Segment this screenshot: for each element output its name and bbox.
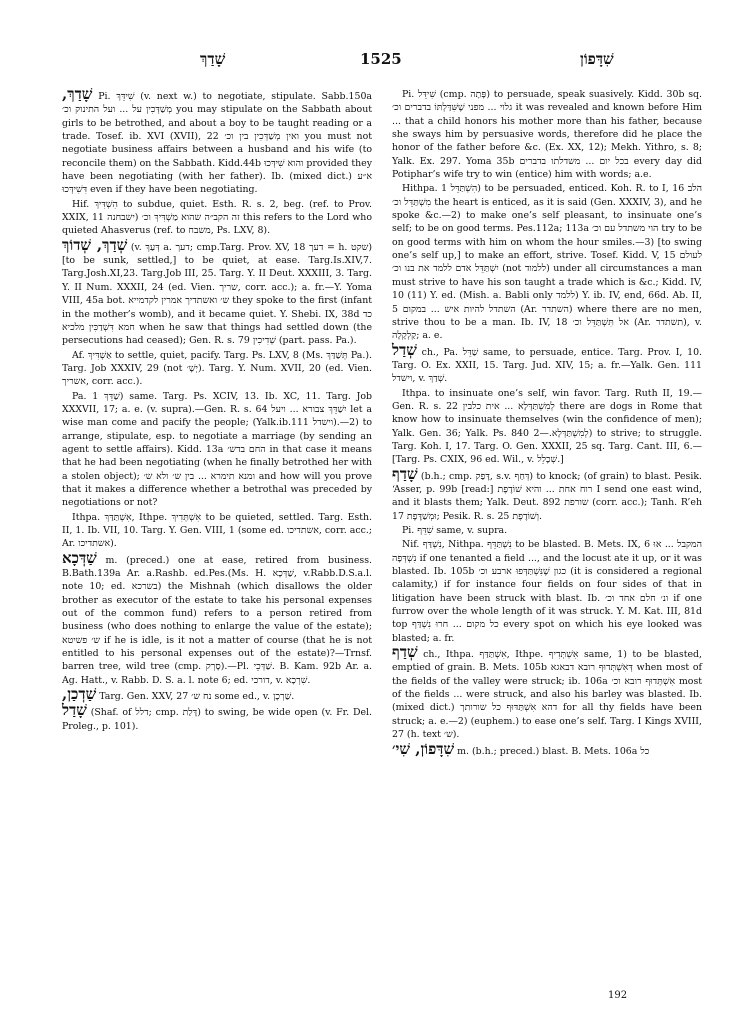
left-guide-word: שָׁדַךְ: [200, 50, 226, 68]
entry-headword: שָׁדַל: [62, 701, 87, 720]
entry-headword: שַׁדְּכָא: [62, 548, 97, 567]
entry: [62, 511, 372, 551]
entry-text: ch., Pa. שַׁדֵּל same, to persuade, entice. Targ. Prov. I, 10. Targ. O. Ex. XXII, 15. Targ. Jud. XIV, 15; a. fr.—Yalk. Gen. 111 וישדל, v. שְׁדַךְ.: [392, 346, 703, 385]
entry-text: Af. אַשְׁדִּיךְ to settle, quiet, pacify. Targ. Ps. LXV, 8 (Ms. תְּשַׁדַּךְ Pa.). Targ. Job XXXIV, 29 (not יְשָׁ׳). Targ. Y. Num. XVII, 20 (ed. Vien. אשריך, corr. acc.).: [62, 349, 373, 388]
entry-text: Nif. נִשְׁדַּף, Nithpa. נִשְׁתַּדֵּף to be blasted. B. Mets. IX, 6 המקבל ... אוּ נִשְׁדְּפָה if one tenanted a field ..., and the locust ate it up, or it was blasted. Ib. 105b כגון שֶׁנִּשְׁתַּדְּפוּ ארבע וכ׳ (it is considered a regional calamity,) if for instance four fields on four sides of that in litigation have been struck with blast. Ib. ונ׳ חלם אחד וכ׳ if one furrow over the whole length of it was struck. Y. M. Kat. III, 81d top כל מקום ... חרוּ נִשְׁדַּף every spot on which his eye looked was blasted; a. fr.: [392, 539, 703, 644]
entry: [392, 524, 702, 537]
entry: [62, 390, 372, 510]
entry-text: Pa. שַׁדֵּךְ 1) same. Targ. Ps. XCIV, 13. Ib. XC, 11. Targ. Job XXXVII, 17; a. e. (v. supra).—Gen. R. s. 64 יִשַׁדֵּךְ צבורא ... ויעל let a wise man come and pacify the people; (Yalk.ib.111 וישדל).—2) to arrange, stipulate, esp. to negotiate a marriage (by sending an agent to settle affairs). Kidd. 13a החם בדש׳ in that case it means that he had been negotiating (when he finally betrothed her with a stolen object); ומנא תימרא ... בין ש׳ ולא ש׳ and how will you prove that it makes a difference whether a betrothal was preceded by negotiations or not?: [62, 390, 373, 509]
entry: [392, 643, 703, 741]
entry: [62, 198, 372, 238]
entry: [62, 548, 373, 687]
page-header: [60, 50, 700, 76]
entry: [392, 88, 702, 181]
left-column: [62, 85, 373, 734]
entry-text: Hif. הִשְׁדִּיךְ to subdue, quiet. Esth. R. s. 2, beg. (ref. to Prov. XXIX, 11 ישבחנה) זה הקב״ה שהוא מַשְׁדִּיךְ וכ׳ this refers to the Lord who quieted Ahasverus (ref. to משבח, Ps. LXV, 8).: [62, 198, 372, 237]
right-guide-word: שִׁדָּפוֹן: [580, 50, 614, 68]
entry: [62, 85, 373, 197]
entry-headword: שְׁדַל: [392, 340, 417, 359]
entry-text: Pi. שִׁדֵּף same, v. supra.: [402, 525, 508, 536]
entry-text: Ithpa. to insinuate one’s self, win favor. Targ. Ruth II, 19.—Gen. R. s. 22 לְמִשְׁתַּדְּלָא ... אית כלבין there are dogs in Rome that know how to insinuate themselves (win the confidence of men); Yalk. Gen. 36; Yalk. Ps. 840 לְמִשְׁתַּדְּלָא.—2) to strive; to struggle. Targ. Koh. I, 17. Targ. O. Gen. XXXII, 25 sq. Targ. Cant. III, 6.—[Targ. Ps. CXIX, 96 ed. Wil., v. שְׁכָלֵל.]: [392, 387, 703, 466]
entry: [62, 685, 372, 704]
entry: [392, 538, 702, 645]
entry-headword: שִׁדָּפוֹן, שִׁי׳: [392, 739, 455, 758]
entry: [392, 739, 702, 758]
entry-text: (v. דְּעַךְ a. דעך; cmp.Targ. Prov. XV, 18 דעך = h. שקט) [to be sunk, settled,] to be quiet, at ease. Targ.Is.XIV,7. Targ.Josh.XI,23. Targ.Job III, 25. Targ. Y. II Deut. XXXIII, 3. Targ. Y. II Num. XXXII, 24 (ed. Vien. שריך, corr. acc.); a. fr.—Y. Yoma VIII, 45a bot. ש׳ ואשתדיך אמרין לקדמייא they spoke to the first (infant in the mother’s womb), and it became quiet. Y. Shebi. IX, 38d כד חמא דִּשְׁדַכִּין מלכיא when he saw that things had settled down (the persecutions had ceased); Gen. R. s. 79 שְׁדִיכִין (part. pass. Pa.).: [62, 241, 373, 347]
entry-text: Targ. Gen. XXV, 27 נח ש׳ some ed., v. שַׁרְכָן.: [99, 691, 295, 703]
right-column: [392, 88, 702, 759]
page-number: 1525: [360, 50, 402, 68]
entry-text: m. (b.h.; preced.) blast. B. Mets. 106a כל: [457, 745, 650, 757]
entry-text: Pi. שִׁידֵּל (cmp. פָּתָה) to persuade, speak suasively. Kidd. 30b sq. גלוי ... מפני שֶׁשִּׁדַּלְתּוֹ בדברים וכ׳ it was revealed and known before Him ... that a child honors his mother more than his father, because she sways him by persuasive words, therefore did he place the honor of the father before &c. (Ex. XX, 12); Mekh. Yithro, s. 8; Yalk. Ex. 297. Yoma 35b בכל יום ... משדלתו בדברים every day did Potiphar’s wife try to win (entice) him with words; a.e.: [392, 89, 703, 181]
entry-text: ch., Ithpa. אִשְׁתַּדַּף, Ithpe. אִשְׁתְּדִיף same, 1) to be blasted, emptied of grain. B. Mets. 105b דְּאִשְׁתְּדוּף רובא דבאגא when most of the fields of the valley were struck; ib. 106a אִשְׁתְּדוּף רובא וכ׳ most of the fields ... were struck, and also his barley was blasted. Ib. (mixed dict.) דהא אִשְׁתַּדּוּף כל שורותך for all thy fields have been struck; a. e.—2) (euphem.) to ease one’s self. Targ. I Kings XVIII, 27 (h. text ש׳).: [392, 649, 703, 741]
entry-text: m. (preced.) one at ease, retired from business. B.Bath.139a Ar. a.Rashb. ed.Pes.(Ms. H. שַׁדְּכָא, v.Rabb.D.S.a.l. note 10; ed. בשרכא) the Mishnah (which disallows the older brother as executor of the estate to take his personal expenses out of the common fund) refers to a person retired from business (who does nothing to enlarge the value of the estate); ש׳ פשיטא if he is idle, is it not a matter of course (that he is not entitled to his personal expenses out of the estate)?—Trnsf. barren tree, wild tree (cmp. סָרְק).—Pl. שַׁדְּכֵי. B. Kam. 92b Ar. a. Ag. Hatt., v. Rabb. D. S. a. l. note 6; ed. דורכי, v. שִׁרְכָא.: [62, 554, 373, 686]
entry: [62, 349, 372, 389]
entry: [62, 701, 372, 733]
signature-number: 192: [608, 990, 628, 1001]
entry: [392, 464, 703, 523]
entry-text: (Shaf. of דלל; cmp. דָּלַת) to swing, be wide open (v. Fr. Del. Proleg., p. 101).: [62, 707, 372, 732]
entry-text: Pi. שִׁידֵּךְ (v. next w.) to negotiate, stipulate. Sabb.150a מְשַׁדְּכִין על ... ועל התינוק וכ׳ you may stipulate on the Sabbath about girls to be betrothed, and about a boy to be taught reading or a trade. Tosef. ib. XVI (XVII), 22 ואין מְשַׁדְּכִין בין וכ׳ you must not negotiate business affairs between a husband and his wife (to reconcile them) on the Sabbath. Kidd.44b והוא שִׁידְּכוּ provided they have been negotiating (with her father). Ib. (mixed dict.) א״ע דִּשִׁידְּכוּ even if they have been negotiating.: [62, 91, 373, 196]
entry-headword: שָׁדַף: [392, 464, 418, 483]
entry-headword: שְׁדַף: [392, 643, 418, 662]
entry-text: Ithpa. אִשְׁתַּדַּךְ, Ithpe. אִשְׁתְּדִיךְ to be quieted, settled. Targ. Esth. II, 1. Ib. VII, 10. Targ. Y. Gen. VIII, 1 (some ed. אשתדיכו, corr. acc.; Ar. אשתדיכו).: [62, 511, 373, 550]
entry: [392, 340, 703, 386]
entry-headword: שְׁדַךְ, שְׁדוֹךְ: [62, 235, 128, 254]
entry: [392, 387, 702, 467]
entry-text: Hithpa. הִשְׁתַּדֵּל 1) to be persuaded, enticed. Koh. R. to I, 16 הלב מִשְׁתַּדֵּל וכ׳ the heart is enticed, as it is said (Gen. XXXIV, 3), and he spoke &c.—2) to make one’s self pleasant, to insinuate one’s self; to be on good terms. Pes.112a; 113a הוי משתדל עם וכ׳ try to be on good terms with him on whom the hour smiles.—3) [to swing one’s self up,] to make an effort, strive. Tosef. Kidd. V, 15 לעולם יִשְׁתַּדֵּל אדם ללמד את בנו וכ׳ (not ללמוד) under all circumstances a man must strive to have his son taught a trade which is &c.; Kidd. IV, 10 (11) Y. ed. (Mish. a. Babli only ללמד) Y. ib. IV, end, 66d. Ab. II, 5 השתדל להיות איש ... במקום (Ar. השתדר) where there are no men, strive thou to be a man. Ib. IV, 18 אל תִּשְׁתַּדֵּל וכ׳ (Ar. תשתדר), v. קַלְקָלָה; a. e.: [392, 183, 703, 342]
entry-headword: שָׁדַךְ,: [62, 85, 93, 103]
entry: [392, 182, 702, 342]
entry: [62, 235, 373, 348]
entry-text: (b.h.; cmp. דָּפַק, s.v. דְּחַף) to knock; (of grain) to blast. Pesik. ‘Asser, p. 99b [read:] רוח אחת ... והיא שׁוֹדֶפֶת I send one east wind, and it blasts them; Yalk. Deut. 892 שורפת (corr. acc.); Tanh. R’eh 17 וּמְשַׁדֶּפֶת; Pesik. R. s. 25 וְשׁוֹדֶפֶת.: [392, 470, 703, 522]
entry-headword: שַׁדְכַן,: [62, 685, 97, 704]
